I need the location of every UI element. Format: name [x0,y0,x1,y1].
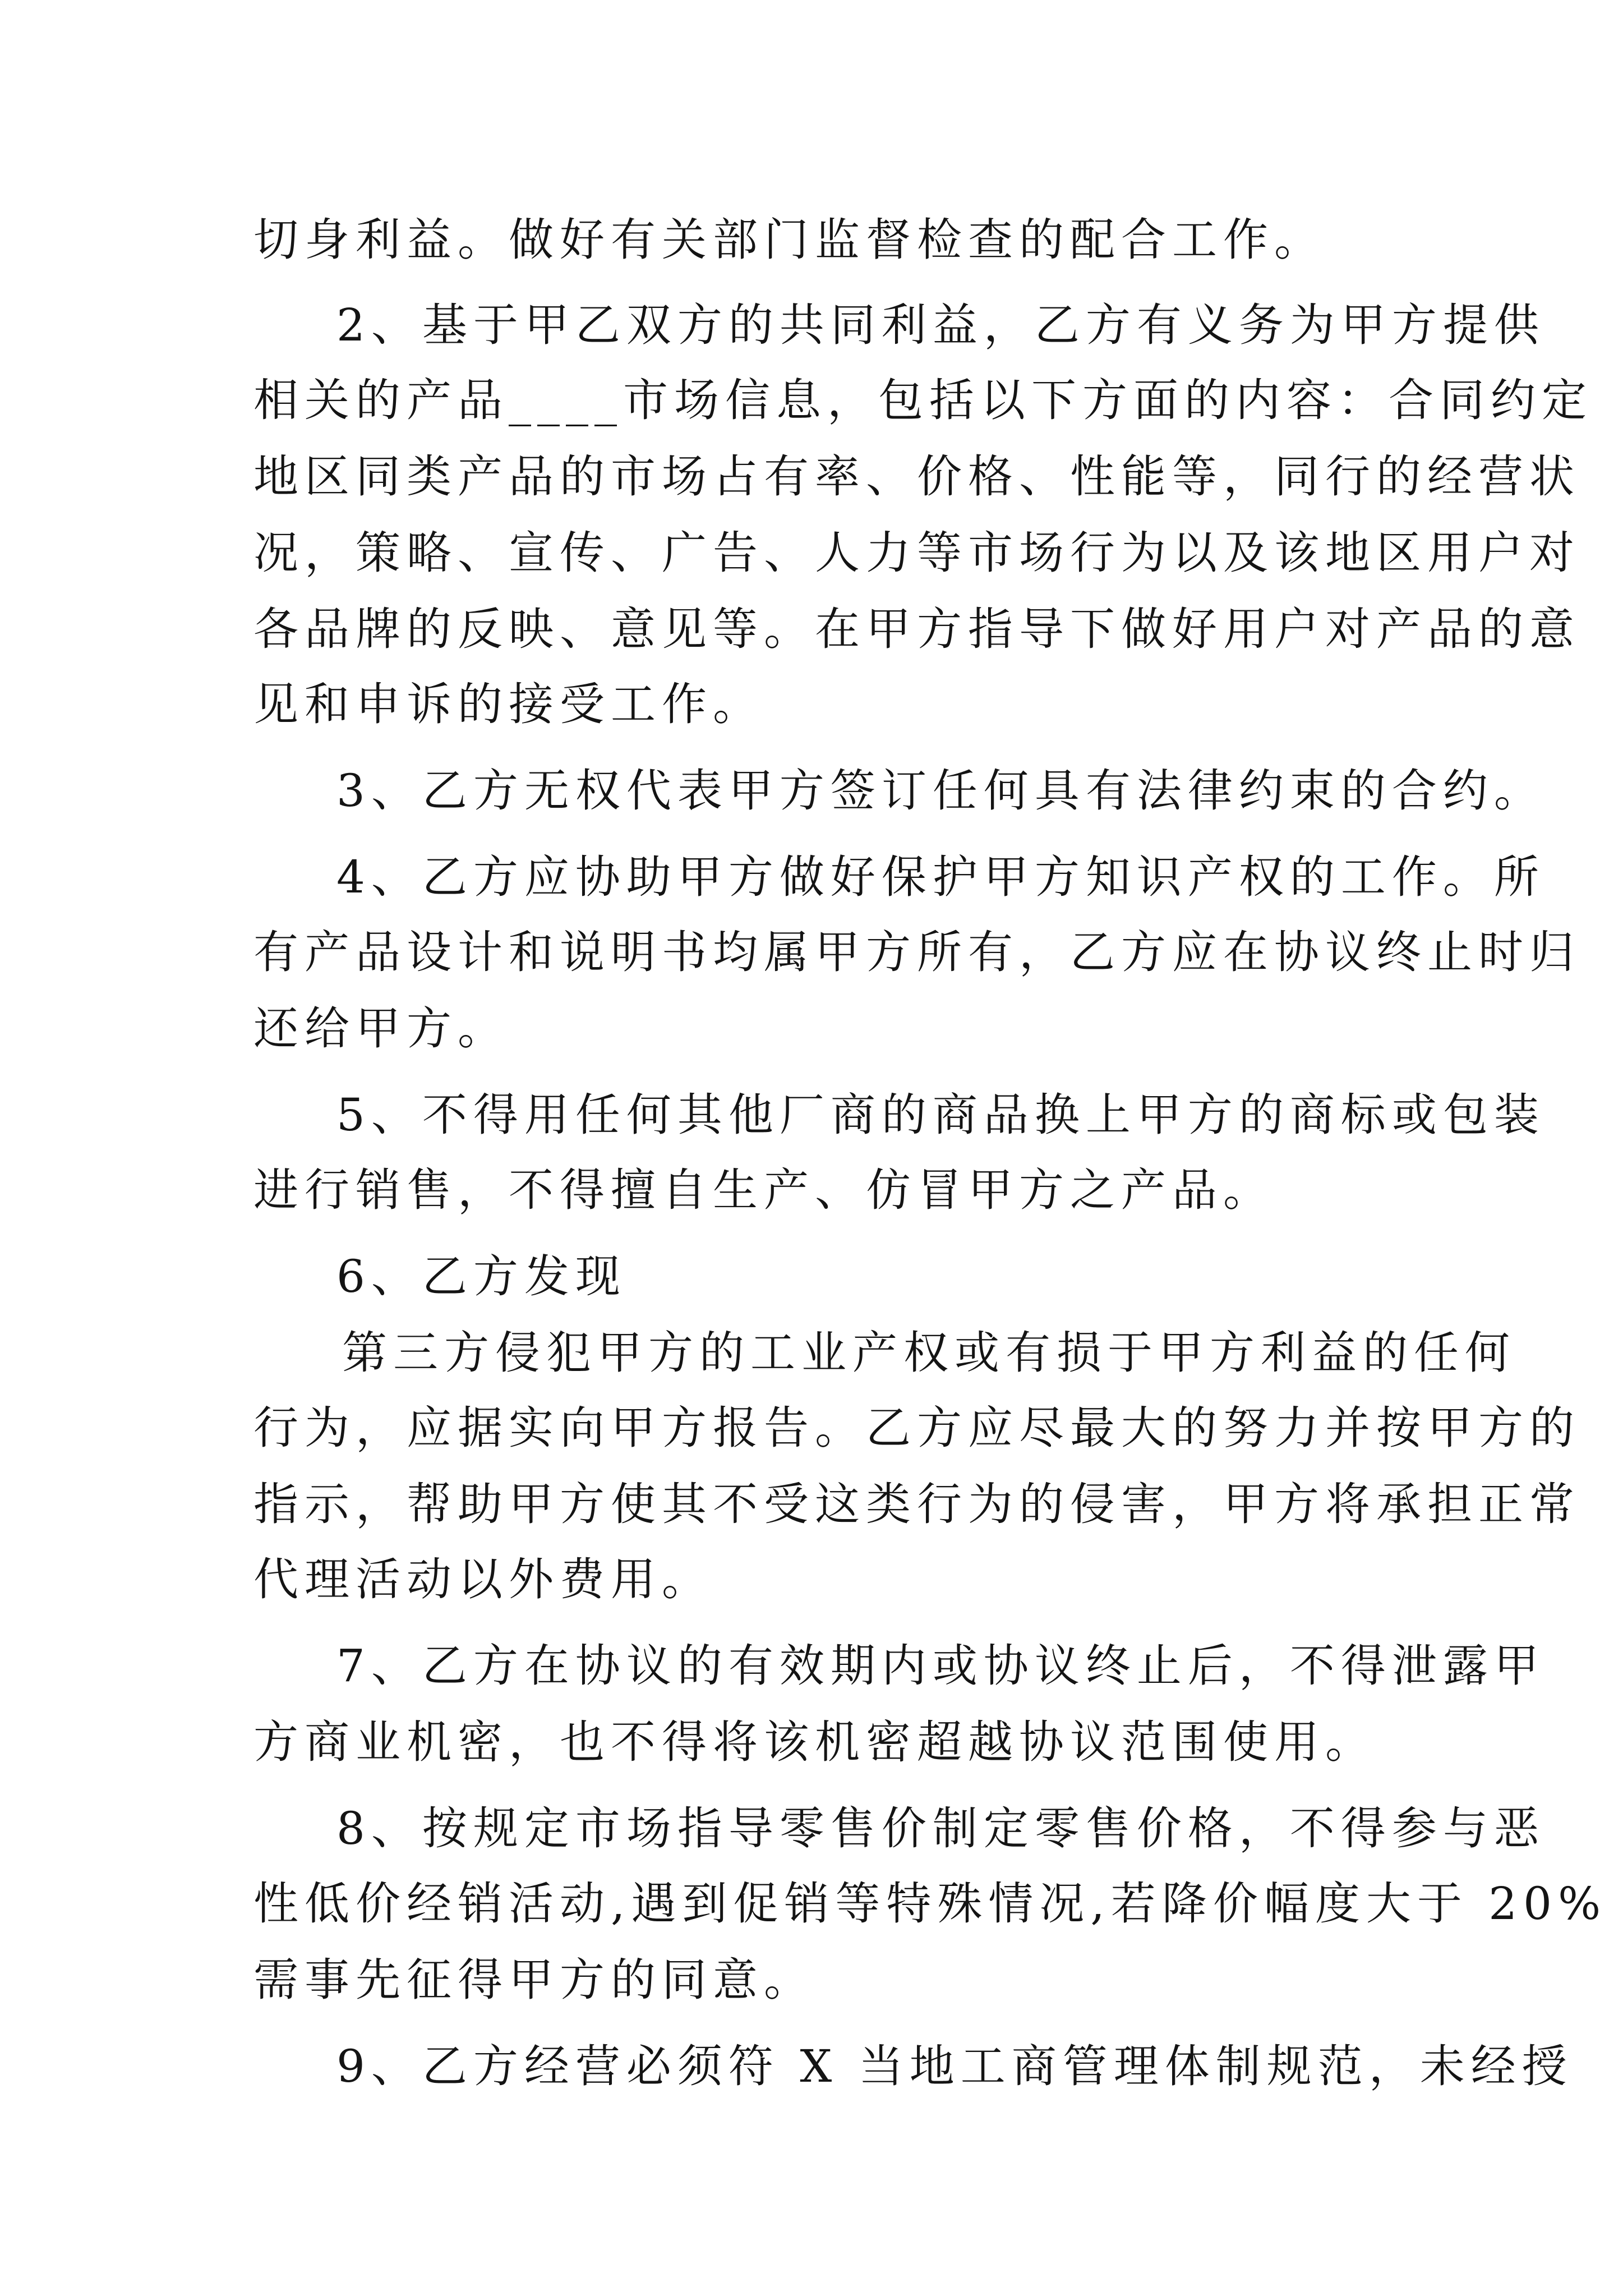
paragraph-line: 性低价经销活动,遇到促销等特殊情况,若降价幅度大于 20% [253,1878,1607,1930]
paragraph-line: 5、不得用任何其他厂商的商品换上甲方的商标或包装 [336,1089,1545,1141]
paragraph-line: 4、乙方应协助甲方做好保护甲方知识产权的工作。所 [336,851,1545,903]
paragraph-line: 2、基于甲乙双方的共同利益，乙方有义务为甲方提供 [336,299,1545,351]
paragraph-line: 指示，帮助甲方使其不受这类行为的侵害，甲方将承担正常 [253,1478,1580,1530]
paragraph-line: 代理活动以外费用。 [253,1553,713,1605]
paragraph-line: 见和申诉的接受工作。 [253,678,764,730]
paragraph-line: 还给甲方。 [253,1002,509,1055]
paragraph-line: 地区同类产品的市场占有率、价格、性能等，同行的经营状 [253,450,1580,503]
paragraph-line: 各品牌的反映、意见等。在甲方指导下做好用户对产品的意 [253,603,1580,655]
paragraph-line: 切身利益。做好有关部门监督检查的配合工作。 [253,214,1325,266]
paragraph-line: 9、乙方经营必须符 X 当地工商管理体制规范，未经授 [336,2040,1573,2092]
paragraph-line: 需事先征得甲方的同意。 [253,1954,815,2006]
paragraph-line: 相关的产品____市场信息，包括以下方面的内容：合同约定 [253,374,1593,426]
paragraph-line: 6、乙方发现 [336,1250,626,1303]
paragraph-line: 进行销售，不得擅自生产、仿冒甲方之产品。 [253,1164,1274,1216]
paragraph-line: 8、按规定市场指导零售价制定零售价格，不得参与恶 [336,1802,1545,1855]
paragraph-line: 方商业机密，也不得将该机密超越协议范围使用。 [253,1716,1376,1768]
paragraph-line: 况，策略、宣传、广告、人力等市场行为以及该地区用户对 [253,527,1580,579]
paragraph-line: 行为，应据实向甲方报告。乙方应尽最大的努力并按甲方的 [253,1402,1580,1454]
paragraph-line: 7、乙方在协议的有效期内或协议终止后，不得泄露甲 [336,1640,1545,1692]
paragraph-line: 3、乙方无权代表甲方签订任何具有法律约束的合约。 [336,765,1545,817]
paragraph-line: 有产品设计和说明书均属甲方所有，乙方应在协议终止时归 [253,926,1580,978]
paragraph-line: 第三方侵犯甲方的工业产权或有损于甲方利益的任何 [342,1327,1516,1379]
